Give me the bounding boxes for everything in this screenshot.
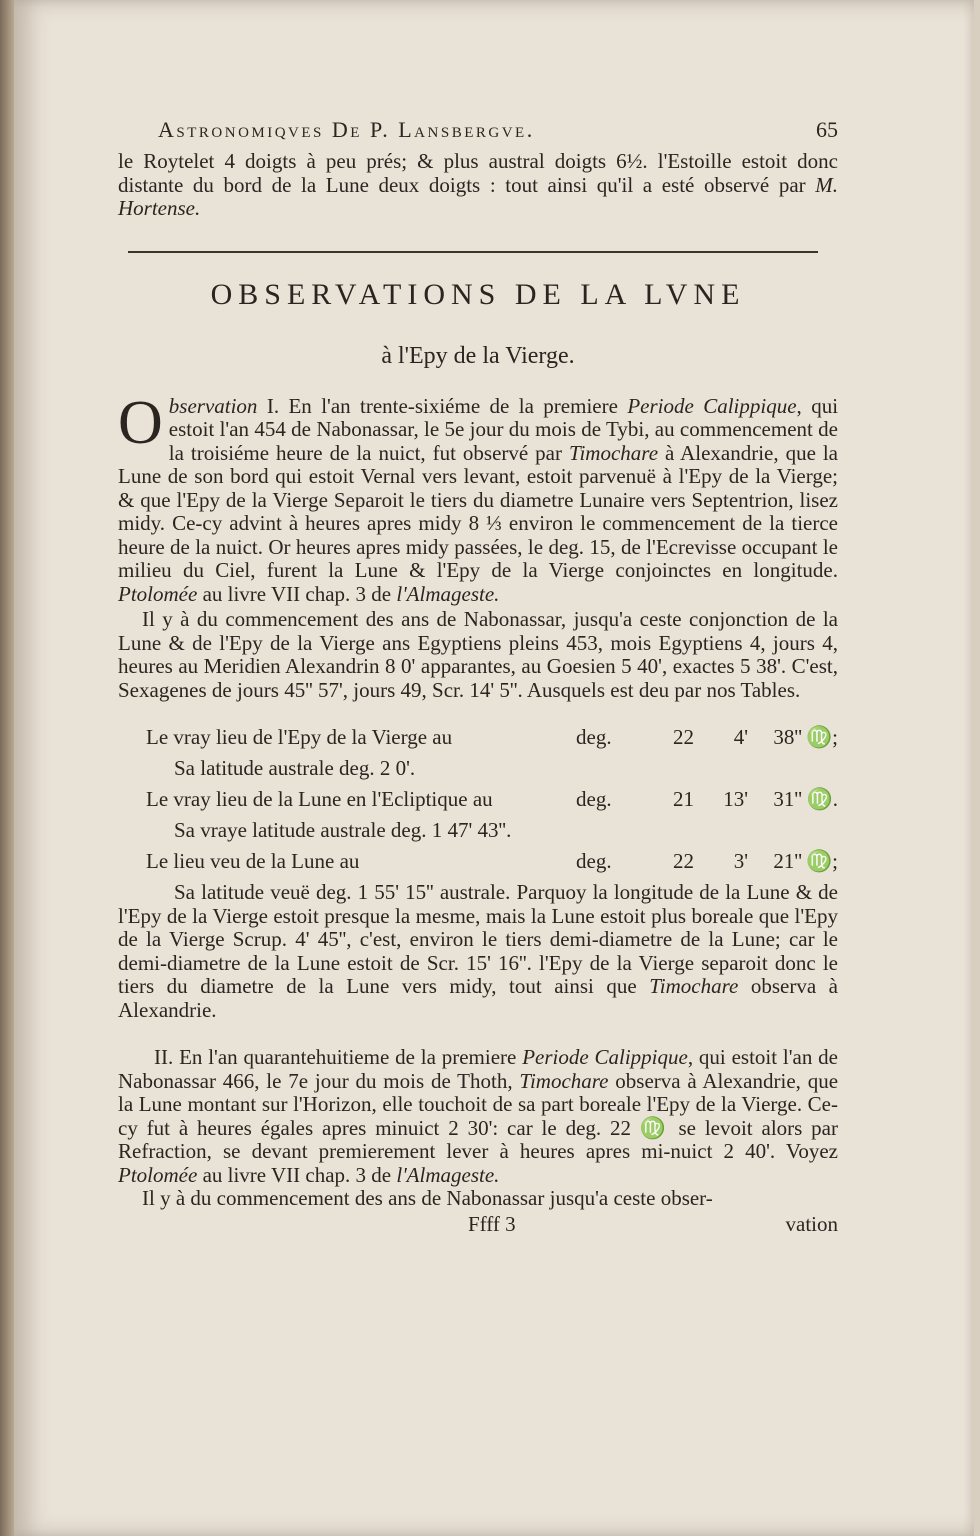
obs2-text-d: au livre VII chap. 3 de	[202, 1162, 392, 1187]
table-row	[118, 784, 838, 815]
obs2-text-a: II. En l'an quarantehuitieme de la premiere	[154, 1045, 517, 1069]
table-row	[118, 753, 838, 784]
drop-cap: O	[118, 388, 163, 457]
top-paragraph-author: M. Hortense.	[118, 172, 838, 220]
book-spine	[0, 0, 14, 1536]
position-table	[118, 722, 838, 877]
table-label: Le vray lieu de la Lune en l'Ecliptique au	[146, 786, 493, 811]
after-table-paragraph	[118, 881, 838, 1022]
obs1-period: Periode Calippique	[627, 393, 797, 418]
table-degrees: 22	[673, 724, 694, 749]
table-minutes: 4'	[733, 724, 748, 749]
table-minutes	[694, 753, 748, 784]
obs2-author: Ptolomée	[118, 1162, 198, 1187]
running-header	[158, 118, 838, 150]
top-paragraph-text: le Roytelet 4 doigts à peu prés; & plus austral doigts 6½. l'Estoille estoit donc distante du bord de la Lune deux doigts : tout ainsi qu'il a esté observé par	[118, 149, 838, 197]
observation-1	[118, 388, 839, 607]
catchword: vation	[785, 1211, 838, 1236]
table-degrees: 21	[673, 786, 694, 811]
obs1-book: l'Almageste.	[396, 581, 500, 606]
after-table-end: observa à Alexandrie.	[118, 974, 838, 1022]
table-unit: deg.	[576, 848, 612, 873]
obs2-text-c: observa à Alexandrie, que la Lune montant sur l'Horizon, elle touchoit de sa part boreale l'Epy de la Vierge. Ce-cy fut à heures égales apres minuict 2 30': car le deg. 22 ♍ se levoit alors par Refraction, se devant premierement lever à heures apres mi-nuict 2 40'. Voyez	[118, 1068, 839, 1163]
table-minutes	[694, 815, 748, 846]
table-sign: ♍;	[806, 724, 838, 749]
table-minutes: 13'	[723, 786, 748, 811]
table-degrees: 22	[673, 848, 694, 873]
observation-2	[118, 1046, 838, 1187]
table-sign	[802, 815, 838, 846]
table-row	[118, 815, 838, 846]
table-minutes: 3'	[733, 848, 748, 873]
table-seconds: 21''	[773, 848, 802, 873]
obs1-author: Ptolomée	[118, 581, 198, 606]
obs2-text-b: , qui estoit l'an de Nabonassar 466, le 7e jour du mois de Thoth,	[118, 1045, 839, 1093]
table-seconds: 38''	[773, 724, 802, 749]
obs2-book: l'Almageste.	[396, 1162, 500, 1187]
section-rule	[128, 251, 818, 253]
table-label: Le vray lieu de l'Epy de la Vierge au	[146, 724, 453, 749]
paragraph-2: Il y à du commencement des ans de Nabonassar, jusqu'a ceste conjonction de la Lune & de l'Epy de la Vierge ans Egyptiens pleins 453, mois Egyptiens 4, jours 4, heures au Meridien Alexandrin 8 0' apparantes, au Goesien 5 40', exactes 5 38'. C'est, Sexagenes de jours 45'' 57', jours 49, Scr. 14' 5''. Ausquels est deu par nos Tables.	[118, 607, 838, 702]
obs2-observer: Timochare	[519, 1068, 609, 1093]
table-sign: ♍.	[806, 786, 838, 811]
table-degrees	[640, 815, 694, 846]
obs1-text-d: au livre VII chap. 3 de	[202, 581, 392, 606]
section-subtitle: à l'Epy de la Vierge.	[381, 342, 575, 369]
table-label: Sa vraye latitude australe deg. 1 47' 43''.	[174, 817, 512, 842]
table-degrees	[640, 753, 694, 784]
table-unit: deg.	[576, 724, 612, 749]
table-sign: ♍;	[806, 848, 838, 873]
section-title: OBSERVATIONS DE LA LVNE	[210, 277, 746, 311]
after-table-text: Sa latitude veuë deg. 1 55' 15'' australe. Parquoy la longitude de la Lune & de l'Epy de la Vierge estoit presque la mesme, mais la Lune estoit plus boreale que l'Epy de la Vierge Scrup. 4' 45'', c'est, environ le tiers demi-diametre de la Lune; car le demi-diametre de la Lune estoit de Scr. 15' 16''. l'Epy de la Vierge separoit donc le tiers du diametre de la Lune vers midy, tout ainsi que	[118, 880, 838, 998]
table-label: Le lieu veu de la Lune au	[146, 848, 360, 873]
table-seconds	[748, 815, 802, 846]
obs1-text-b: , qui estoit l'an 454 de Nabonassar, le 5e jour du mois de Tybi, au commencement de la troisiéme heure de la nuict, fut observé par	[168, 393, 839, 465]
table-row	[118, 846, 838, 877]
obs1-label: bservation	[168, 393, 258, 418]
table-row	[118, 722, 838, 753]
running-title: Astronomiqves De P. Lansbergve.	[158, 117, 535, 142]
obs1-observer: Timochare	[568, 440, 659, 465]
last-line: Il y à du commencement des ans de Nabonassar jusqu'a ceste obser-	[142, 1186, 713, 1210]
obs2-period: Periode Calippique	[522, 1045, 688, 1069]
page-footer	[468, 1213, 838, 1237]
after-table-observer: Timochare	[649, 974, 739, 998]
table-unit	[576, 753, 640, 784]
top-paragraph	[118, 150, 838, 221]
text-block	[118, 118, 838, 1236]
obs1-text-c: à Alexandrie, que la Lune de son bord qui estoit Vernal vers levant, estoit parvenuë à l'Epy de la Vierge; & que l'Epy de la Vierge Separoit le tiers du diametre Lunaire vers Septentrion, lisez midy. Ce-cy advint à heures apres midy 8 ⅓ environ le commencement de la tierce heure de la nuict. Or heures apres midy passées, le deg. 15, de l'Ecrevisse occupant le milieu du Ciel, furent la Lune & l'Epy de la Vierge conjoinctes en longitude.	[118, 440, 838, 582]
obs1-text-a: I. En l'an trente-sixiéme de la premiere	[266, 393, 618, 418]
table-seconds: 31''	[773, 786, 802, 811]
book-page	[14, 0, 974, 1536]
table-sign	[802, 753, 838, 784]
signature-mark: Ffff 3	[468, 1211, 516, 1236]
page-number: 65	[816, 117, 838, 142]
table-unit	[576, 815, 640, 846]
table-seconds	[748, 753, 802, 784]
table-label: Sa latitude australe deg. 2 0'.	[174, 755, 416, 780]
table-unit: deg.	[576, 786, 612, 811]
